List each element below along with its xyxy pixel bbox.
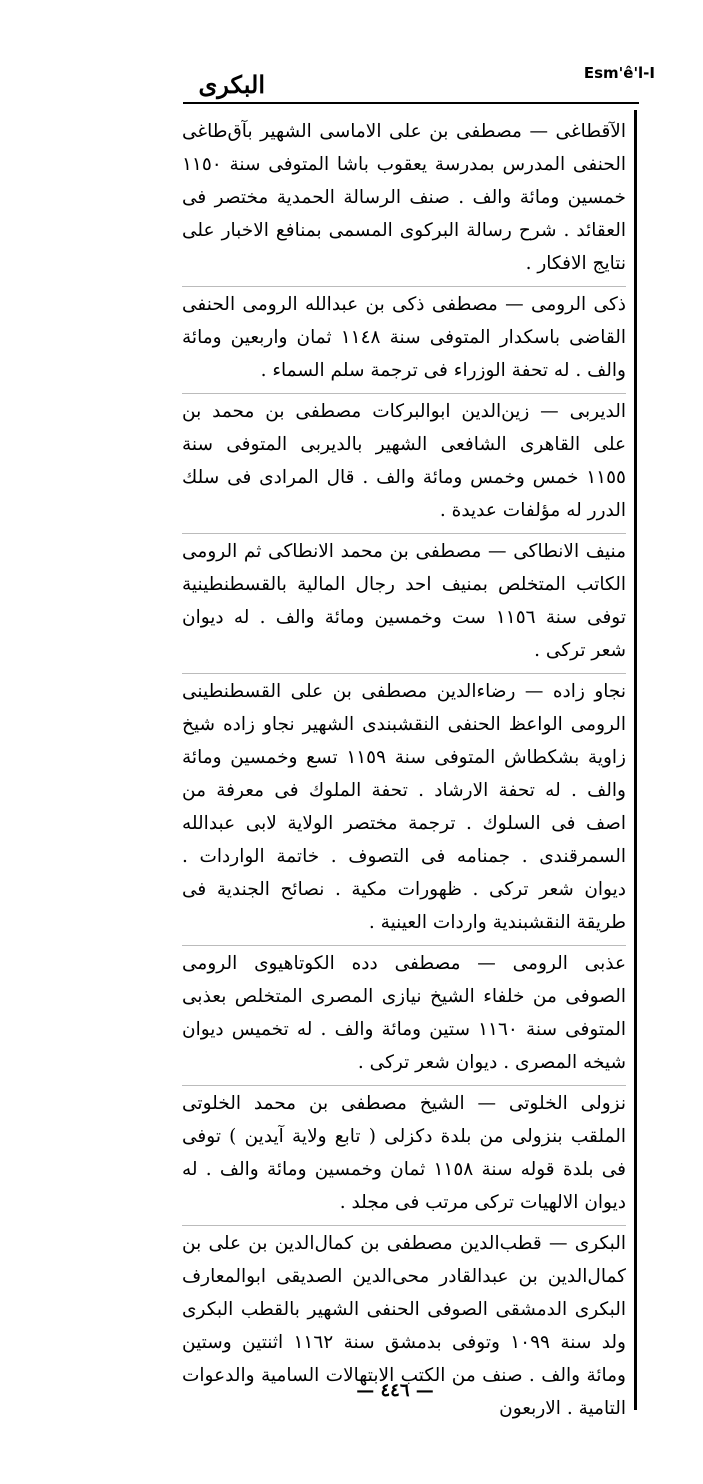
entry-nuzuli-khalwati: نزولى الخلوتى — الشيخ مصطفى بن محمد الخلوتى الملقب بنزولى من بلدة دكزلى ( تابع ولاية آيدين ) توفى فى بلدة قوله سنة ١١٥٨ ثمان وخمسين ومائة والف . له ديوان الالهيات تركى مرتب فى مجلد .	[182, 1085, 626, 1219]
entry-nijaw-zadeh: نجاو زاده — رضاءالدين مصطفى بن على القسطنطينى الرومى الواعظ الحنفى النقشبندى الشهير نجاو زاده شيخ زاوية بشكطاش المتوفى سنة ١١٥٩ تسع وخمسين ومائة والف . له تحفة الارشاد . تحفة الملوك فى معرفة من اصف فى السلوك . ترجمة مختصر الولاية لابى عبدالله السمرقندى . جمنامه فى التصوف . خاتمة الواردات . ديوان شعر تركى . ظهورات مكية . نصائح الجندية فى طريقة النقشبندية واردات العينية .	[182, 673, 626, 939]
header-rule	[183, 102, 639, 104]
page-number: — ٤٤٦ —	[356, 1380, 434, 1401]
catalog-code: Esm'ê'l-I	[583, 64, 655, 82]
entry-dirbi: الديربى — زين‌الدين ابوالبركات مصطفى بن محمد بن على القاهرى الشافعى الشهير بالديربى المتوفى سنة ١١٥٥ خمس وخمس ومائة والف . قال المرادى فى سلك الدرر له مؤلفات عديدة .	[182, 393, 626, 527]
running-title: البكرى	[198, 70, 265, 99]
margin-rule	[634, 110, 637, 1410]
entry-aqtaghi: الآقطاغى — مصطفى بن على الاماسى الشهير بآق‌طاغى الحنفى المدرس بمدرسة يعقوب باشا المتوفى سنة ١١٥٠ خمسين ومائة والف . صنف الرسالة الحمدية مختصر فى العقائد . شرح رسالة البركوى المسمى بمنافع الاخبار على نتايج الافكار .	[182, 121, 626, 274]
entry-munif-antaki: منيف الانطاكى — مصطفى بن محمد الانطاكى ثم الرومى الكاتب المتخلص بمنيف احد رجال المالية بالقسطنطينية توفى سنة ١١٥٦ ست وخمسين ومائة والف . له ديوان شعر تركى .	[182, 533, 626, 667]
entry-bakri: البكرى — قطب‌الدين مصطفى بن كمال‌الدين بن على بن كمال‌الدين بن عبدالقادر محى‌الدين الصديقى ابوالمعارف البكرى الدمشقى الصوفى الحنفى الشهير بالقطب البكرى ولد سنة ١٠٩٩ وتوفى بدمشق سنة ١١٦٢ اثنتين وستين ومائة والف . صنف من الكتب الابتهالات السامية والدعوات التامية . الاربعون	[182, 1225, 626, 1425]
entry-zeki-rumi: ذكى الرومى — مصطفى ذكى بن عبدالله الرومى الحنفى القاضى باسكدار المتوفى سنة ١١٤٨ ثمان واربعين ومائة والف . له تحفة الوزراء فى ترجمة سلم السماء .	[182, 286, 626, 387]
entry-adhbi-rumi: عذبى الرومى — مصطفى دده الكوتاهيوى الرومى الصوفى من خلفاء الشيخ نيازى المصرى المتخلص بعذبى المتوفى سنة ١١٦٠ ستين ومائة والف . له تخميس ديوان شيخه المصرى . ديوان شعر تركى .	[182, 945, 626, 1079]
